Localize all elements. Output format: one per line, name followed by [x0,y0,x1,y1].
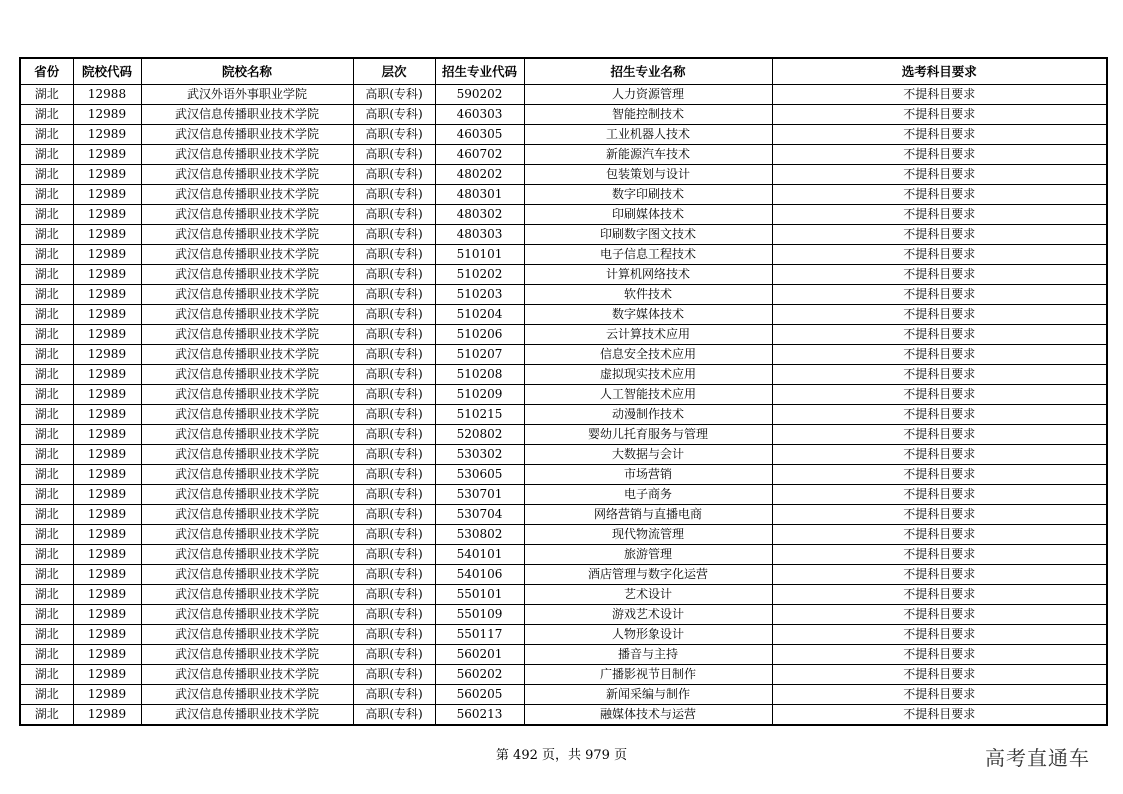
cell-level: 高职(专科) [353,285,435,305]
cell-major-name: 人力资源管理 [524,85,772,105]
cell-major-name: 虚拟现实技术应用 [524,365,772,385]
cell-major-name: 现代物流管理 [524,525,772,545]
cell-subject-requirement: 不提科目要求 [772,685,1107,705]
cell-school-name: 武汉信息传播职业技术学院 [141,165,353,185]
cell-subject-requirement: 不提科目要求 [772,505,1107,525]
cell-school-code: 12989 [73,325,141,345]
admissions-table [19,57,1108,726]
cell-major-code: 530605 [435,465,524,485]
cell-school-code: 12989 [73,385,141,405]
cell-school-code: 12989 [73,225,141,245]
cell-major-code: 510209 [435,385,524,405]
cell-province: 湖北 [20,645,73,665]
table-row [20,265,1107,285]
table-row [20,665,1107,685]
table-row [20,85,1107,105]
cell-province: 湖北 [20,185,73,205]
cell-level: 高职(专科) [353,445,435,465]
cell-level: 高职(专科) [353,85,435,105]
cell-school-name: 武汉信息传播职业技术学院 [141,265,353,285]
cell-major-name: 婴幼儿托育服务与管理 [524,425,772,445]
cell-major-name: 数字媒体技术 [524,305,772,325]
cell-level: 高职(专科) [353,305,435,325]
cell-level: 高职(专科) [353,425,435,445]
table-row [20,525,1107,545]
cell-school-code: 12989 [73,465,141,485]
cell-subject-requirement: 不提科目要求 [772,565,1107,585]
cell-level: 高职(专科) [353,345,435,365]
cell-major-name: 动漫制作技术 [524,405,772,425]
cell-major-code: 530802 [435,525,524,545]
cell-province: 湖北 [20,345,73,365]
table-row [20,225,1107,245]
cell-school-code: 12989 [73,565,141,585]
cell-major-code: 530701 [435,485,524,505]
cell-school-code: 12989 [73,445,141,465]
cell-major-code: 460702 [435,145,524,165]
cell-province: 湖北 [20,505,73,525]
cell-school-code: 12989 [73,265,141,285]
cell-province: 湖北 [20,105,73,125]
cell-school-code: 12989 [73,525,141,545]
cell-school-code: 12989 [73,485,141,505]
cell-school-code: 12989 [73,545,141,565]
cell-level: 高职(专科) [353,105,435,125]
cell-subject-requirement: 不提科目要求 [772,185,1107,205]
cell-subject-requirement: 不提科目要求 [772,285,1107,305]
table-row [20,325,1107,345]
cell-major-code: 560213 [435,705,524,726]
cell-school-code: 12989 [73,345,141,365]
cell-school-code: 12989 [73,705,141,726]
cell-subject-requirement: 不提科目要求 [772,245,1107,265]
table-row [20,485,1107,505]
cell-school-name: 武汉信息传播职业技术学院 [141,365,353,385]
cell-school-code: 12989 [73,625,141,645]
cell-subject-requirement: 不提科目要求 [772,485,1107,505]
cell-school-name: 武汉外语外事职业学院 [141,85,353,105]
cell-subject-requirement: 不提科目要求 [772,425,1107,445]
table-row [20,125,1107,145]
table-row [20,545,1107,565]
cell-major-name: 人物形象设计 [524,625,772,645]
cell-level: 高职(专科) [353,565,435,585]
cell-school-name: 武汉信息传播职业技术学院 [141,225,353,245]
cell-school-name: 武汉信息传播职业技术学院 [141,705,353,726]
table-row [20,165,1107,185]
cell-major-code: 460305 [435,125,524,145]
cell-level: 高职(专科) [353,145,435,165]
cell-subject-requirement: 不提科目要求 [772,525,1107,545]
cell-school-name: 武汉信息传播职业技术学院 [141,685,353,705]
cell-level: 高职(专科) [353,365,435,385]
cell-school-name: 武汉信息传播职业技术学院 [141,405,353,425]
table-row [20,685,1107,705]
cell-major-code: 540101 [435,545,524,565]
cell-level: 高职(专科) [353,225,435,245]
cell-school-code: 12989 [73,405,141,425]
table-row [20,505,1107,525]
cell-subject-requirement: 不提科目要求 [772,265,1107,285]
cell-school-code: 12989 [73,125,141,145]
header-school-name: 院校名称 [141,58,353,85]
table-row [20,565,1107,585]
cell-school-name: 武汉信息传播职业技术学院 [141,605,353,625]
cell-major-name: 人工智能技术应用 [524,385,772,405]
cell-level: 高职(专科) [353,405,435,425]
cell-school-name: 武汉信息传播职业技术学院 [141,445,353,465]
cell-school-code: 12989 [73,145,141,165]
cell-school-name: 武汉信息传播职业技术学院 [141,205,353,225]
cell-major-code: 540106 [435,565,524,585]
cell-school-code: 12989 [73,605,141,625]
table-row [20,585,1107,605]
cell-province: 湖北 [20,405,73,425]
cell-major-name: 艺术设计 [524,585,772,605]
cell-major-name: 云计算技术应用 [524,325,772,345]
cell-major-code: 480301 [435,185,524,205]
cell-subject-requirement: 不提科目要求 [772,165,1107,185]
cell-school-code: 12989 [73,365,141,385]
cell-province: 湖北 [20,625,73,645]
cell-subject-requirement: 不提科目要求 [772,145,1107,165]
cell-level: 高职(专科) [353,505,435,525]
cell-level: 高职(专科) [353,665,435,685]
cell-school-code: 12989 [73,585,141,605]
cell-province: 湖北 [20,145,73,165]
cell-subject-requirement: 不提科目要求 [772,385,1107,405]
cell-major-code: 530704 [435,505,524,525]
cell-school-code: 12989 [73,665,141,685]
cell-level: 高职(专科) [353,485,435,505]
table-row [20,465,1107,485]
cell-level: 高职(专科) [353,465,435,485]
cell-province: 湖北 [20,285,73,305]
cell-major-code: 510203 [435,285,524,305]
cell-level: 高职(专科) [353,545,435,565]
cell-province: 湖北 [20,465,73,485]
cell-province: 湖北 [20,585,73,605]
cell-major-code: 480303 [435,225,524,245]
cell-level: 高职(专科) [353,525,435,545]
cell-school-code: 12989 [73,105,141,125]
cell-subject-requirement: 不提科目要求 [772,705,1107,726]
cell-major-code: 510204 [435,305,524,325]
cell-province: 湖北 [20,305,73,325]
table-row [20,145,1107,165]
cell-major-code: 550117 [435,625,524,645]
table-body [20,85,1107,726]
cell-school-name: 武汉信息传播职业技术学院 [141,345,353,365]
cell-major-name: 新闻采编与制作 [524,685,772,705]
cell-province: 湖北 [20,245,73,265]
cell-major-name: 播音与主持 [524,645,772,665]
cell-major-name: 电子信息工程技术 [524,245,772,265]
cell-province: 湖北 [20,545,73,565]
cell-province: 湖北 [20,525,73,545]
cell-school-name: 武汉信息传播职业技术学院 [141,245,353,265]
cell-school-name: 武汉信息传播职业技术学院 [141,125,353,145]
cell-level: 高职(专科) [353,685,435,705]
cell-subject-requirement: 不提科目要求 [772,125,1107,145]
table-row [20,305,1107,325]
cell-major-code: 550101 [435,585,524,605]
cell-school-name: 武汉信息传播职业技术学院 [141,665,353,685]
cell-level: 高职(专科) [353,185,435,205]
cell-major-code: 560205 [435,685,524,705]
cell-school-name: 武汉信息传播职业技术学院 [141,185,353,205]
cell-school-code: 12989 [73,425,141,445]
table-row [20,425,1107,445]
cell-subject-requirement: 不提科目要求 [772,325,1107,345]
cell-school-name: 武汉信息传播职业技术学院 [141,285,353,305]
table-row [20,445,1107,465]
cell-major-code: 560201 [435,645,524,665]
cell-major-name: 融媒体技术与运营 [524,705,772,726]
cell-province: 湖北 [20,445,73,465]
cell-major-code: 590202 [435,85,524,105]
cell-subject-requirement: 不提科目要求 [772,445,1107,465]
cell-level: 高职(专科) [353,385,435,405]
cell-school-name: 武汉信息传播职业技术学院 [141,145,353,165]
cell-major-name: 电子商务 [524,485,772,505]
cell-school-name: 武汉信息传播职业技术学院 [141,545,353,565]
cell-subject-requirement: 不提科目要求 [772,365,1107,385]
table-row [20,645,1107,665]
cell-school-name: 武汉信息传播职业技术学院 [141,105,353,125]
cell-school-code: 12989 [73,685,141,705]
cell-level: 高职(专科) [353,605,435,625]
cell-province: 湖北 [20,165,73,185]
cell-major-name: 广播影视节目制作 [524,665,772,685]
cell-province: 湖北 [20,685,73,705]
cell-major-name: 大数据与会计 [524,445,772,465]
table-row [20,605,1107,625]
cell-major-code: 510206 [435,325,524,345]
cell-subject-requirement: 不提科目要求 [772,545,1107,565]
cell-school-name: 武汉信息传播职业技术学院 [141,565,353,585]
table-row [20,205,1107,225]
cell-province: 湖北 [20,365,73,385]
cell-school-name: 武汉信息传播职业技术学院 [141,465,353,485]
cell-subject-requirement: 不提科目要求 [772,665,1107,685]
cell-level: 高职(专科) [353,325,435,345]
cell-school-name: 武汉信息传播职业技术学院 [141,425,353,445]
cell-major-name: 智能控制技术 [524,105,772,125]
cell-province: 湖北 [20,205,73,225]
cell-major-name: 旅游管理 [524,545,772,565]
cell-school-code: 12989 [73,305,141,325]
cell-school-name: 武汉信息传播职业技术学院 [141,385,353,405]
cell-province: 湖北 [20,125,73,145]
cell-school-name: 武汉信息传播职业技术学院 [141,305,353,325]
cell-province: 湖北 [20,605,73,625]
cell-subject-requirement: 不提科目要求 [772,305,1107,325]
cell-subject-requirement: 不提科目要求 [772,645,1107,665]
table-row [20,365,1107,385]
table-row [20,705,1107,726]
cell-school-name: 武汉信息传播职业技术学院 [141,485,353,505]
cell-school-name: 武汉信息传播职业技术学院 [141,505,353,525]
cell-major-code: 460303 [435,105,524,125]
page-number: 第 492 页，共 979 页 [495,748,628,763]
cell-major-code: 510101 [435,245,524,265]
cell-major-name: 软件技术 [524,285,772,305]
table-row [20,105,1107,125]
cell-school-code: 12989 [73,505,141,525]
cell-level: 高职(专科) [353,165,435,185]
cell-major-name: 工业机器人技术 [524,125,772,145]
cell-subject-requirement: 不提科目要求 [772,405,1107,425]
cell-school-code: 12989 [73,285,141,305]
cell-level: 高职(专科) [353,645,435,665]
cell-major-code: 480302 [435,205,524,225]
cell-major-code: 550109 [435,605,524,625]
cell-major-name: 市场营销 [524,465,772,485]
cell-school-code: 12989 [73,645,141,665]
cell-province: 湖北 [20,565,73,585]
cell-province: 湖北 [20,665,73,685]
cell-province: 湖北 [20,265,73,285]
cell-major-name: 游戏艺术设计 [524,605,772,625]
table-row [20,405,1107,425]
cell-major-code: 510215 [435,405,524,425]
header-row [20,58,1107,85]
cell-level: 高职(专科) [353,585,435,605]
cell-major-name: 新能源汽车技术 [524,145,772,165]
cell-major-code: 520802 [435,425,524,445]
cell-subject-requirement: 不提科目要求 [772,585,1107,605]
cell-province: 湖北 [20,485,73,505]
cell-school-code: 12988 [73,85,141,105]
cell-subject-requirement: 不提科目要求 [772,465,1107,485]
cell-school-name: 武汉信息传播职业技术学院 [141,325,353,345]
table-row [20,385,1107,405]
table-row [20,345,1107,365]
table-row [20,285,1107,305]
cell-province: 湖北 [20,85,73,105]
cell-level: 高职(专科) [353,205,435,225]
cell-subject-requirement: 不提科目要求 [772,225,1107,245]
cell-major-name: 印刷媒体技术 [524,205,772,225]
cell-major-code: 480202 [435,165,524,185]
cell-province: 湖北 [20,705,73,726]
cell-subject-requirement: 不提科目要求 [772,345,1107,365]
cell-school-code: 12989 [73,165,141,185]
cell-major-name: 酒店管理与数字化运营 [524,565,772,585]
cell-major-name: 包装策划与设计 [524,165,772,185]
cell-subject-requirement: 不提科目要求 [772,605,1107,625]
table-row [20,185,1107,205]
header-province: 省份 [20,58,73,85]
cell-province: 湖北 [20,225,73,245]
cell-level: 高职(专科) [353,125,435,145]
cell-school-code: 12989 [73,245,141,265]
header-subject-requirement: 选考科目要求 [772,58,1107,85]
cell-school-code: 12989 [73,205,141,225]
cell-major-code: 510208 [435,365,524,385]
cell-major-code: 530302 [435,445,524,465]
cell-level: 高职(专科) [353,245,435,265]
cell-major-name: 数字印刷技术 [524,185,772,205]
cell-province: 湖北 [20,425,73,445]
cell-level: 高职(专科) [353,625,435,645]
cell-school-name: 武汉信息传播职业技术学院 [141,585,353,605]
cell-major-name: 印刷数字图文技术 [524,225,772,245]
header-major-code: 招生专业代码 [435,58,524,85]
cell-subject-requirement: 不提科目要求 [772,105,1107,125]
cell-subject-requirement: 不提科目要求 [772,85,1107,105]
cell-major-code: 510207 [435,345,524,365]
cell-major-name: 网络营销与直播电商 [524,505,772,525]
cell-province: 湖北 [20,325,73,345]
cell-school-name: 武汉信息传播职业技术学院 [141,625,353,645]
cell-subject-requirement: 不提科目要求 [772,205,1107,225]
table-row [20,245,1107,265]
cell-major-name: 信息安全技术应用 [524,345,772,365]
watermark-logo: 高考直通车 [985,746,1090,770]
cell-major-code: 560202 [435,665,524,685]
cell-school-code: 12989 [73,185,141,205]
cell-level: 高职(专科) [353,265,435,285]
cell-major-name: 计算机网络技术 [524,265,772,285]
header-school-code: 院校代码 [73,58,141,85]
header-level: 层次 [353,58,435,85]
cell-province: 湖北 [20,385,73,405]
cell-major-code: 510202 [435,265,524,285]
cell-school-name: 武汉信息传播职业技术学院 [141,645,353,665]
header-major-name: 招生专业名称 [524,58,772,85]
table-row [20,625,1107,645]
cell-subject-requirement: 不提科目要求 [772,625,1107,645]
cell-level: 高职(专科) [353,705,435,726]
cell-school-name: 武汉信息传播职业技术学院 [141,525,353,545]
